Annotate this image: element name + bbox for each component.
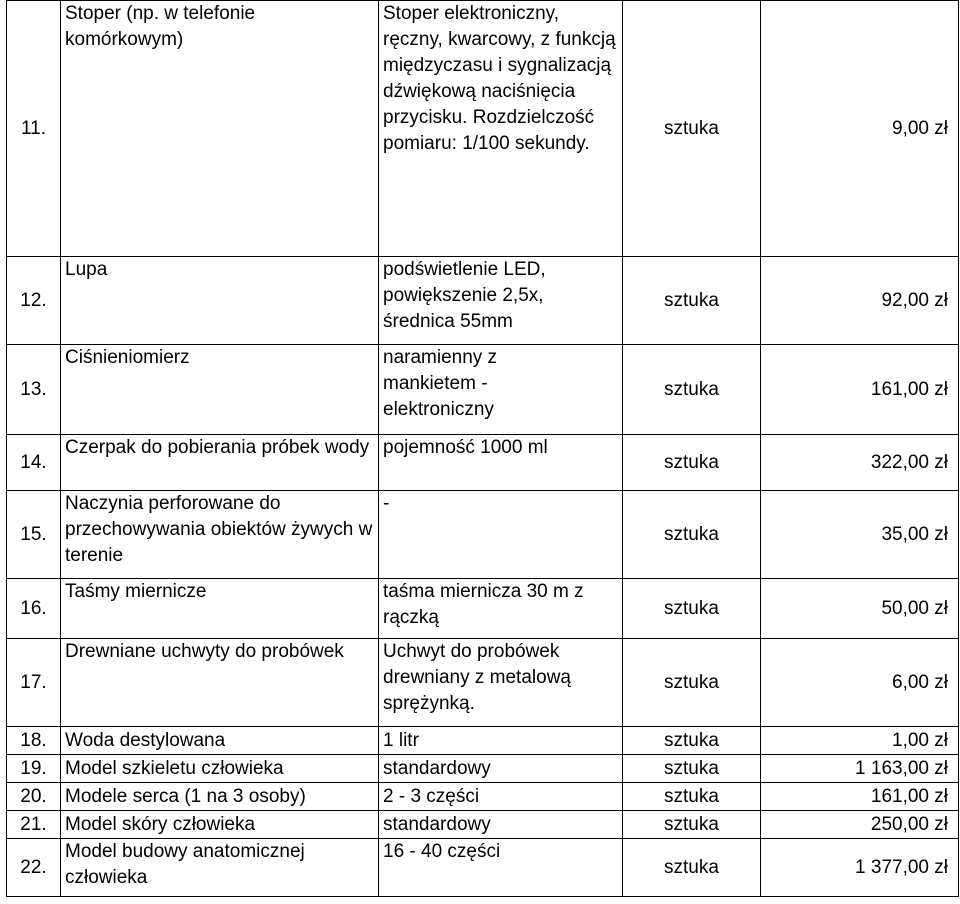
table-row (7, 345, 959, 435)
item-price: 1 377,00 zł (761, 839, 959, 897)
item-description: Uchwyt do probówek drewniany z metalową sprężynką. (379, 639, 623, 727)
table-row (7, 491, 959, 579)
item-unit: sztuka (623, 839, 761, 897)
table-row (7, 727, 959, 755)
item-name: Ciśnieniomierz (61, 345, 379, 435)
row-number: 17. (7, 639, 61, 727)
item-name: Modele serca (1 na 3 osoby) (61, 783, 379, 811)
row-number: 22. (7, 839, 61, 897)
item-description: pojemność 1000 ml (379, 435, 623, 491)
row-number: 21. (7, 811, 61, 839)
table-row (7, 579, 959, 639)
table-row (7, 435, 959, 491)
item-unit: sztuka (623, 345, 761, 435)
item-price: 1 163,00 zł (761, 755, 959, 783)
item-description: Stoper elektroniczny, ręczny, kwarcowy, z funkcją międzyczasu i sygnalizacją dźwiękową naciśnięcia przycisku. Rozdzielczość pomiaru: 1/100 sekundy. (379, 1, 623, 257)
item-price: 161,00 zł (761, 345, 959, 435)
table-row (7, 811, 959, 839)
item-description: 2 - 3 części (379, 783, 623, 811)
row-number: 13. (7, 345, 61, 435)
item-description: standardowy (379, 811, 623, 839)
item-name: Drewniane uchwyty do probówek (61, 639, 379, 727)
item-unit: sztuka (623, 579, 761, 639)
item-description: standardowy (379, 755, 623, 783)
item-name: Model skóry człowieka (61, 811, 379, 839)
item-unit: sztuka (623, 491, 761, 579)
item-description: 16 - 40 części (379, 839, 623, 897)
item-unit: sztuka (623, 435, 761, 491)
row-number: 14. (7, 435, 61, 491)
item-price: 161,00 zł (761, 783, 959, 811)
item-description: - (379, 491, 623, 579)
item-unit: sztuka (623, 755, 761, 783)
item-unit: sztuka (623, 727, 761, 755)
item-price: 92,00 zł (761, 257, 959, 345)
item-name: Naczynia perforowane do przechowywania obiektów żywych w terenie (61, 491, 379, 579)
item-description: naramienny z mankietem - elektroniczny (379, 345, 623, 435)
table-row (7, 839, 959, 897)
row-number: 20. (7, 783, 61, 811)
item-unit: sztuka (623, 1, 761, 257)
table-row (7, 1, 959, 257)
row-number: 12. (7, 257, 61, 345)
price-table (6, 0, 959, 897)
table-row (7, 257, 959, 345)
row-number: 18. (7, 727, 61, 755)
item-price: 322,00 zł (761, 435, 959, 491)
table-row (7, 783, 959, 811)
item-price: 6,00 zł (761, 639, 959, 727)
row-number: 19. (7, 755, 61, 783)
item-price: 35,00 zł (761, 491, 959, 579)
row-number: 16. (7, 579, 61, 639)
item-name: Model szkieletu człowieka (61, 755, 379, 783)
item-unit: sztuka (623, 811, 761, 839)
item-name: Model budowy anatomicznej człowieka (61, 839, 379, 897)
item-description: taśma miernicza 30 m z rączką (379, 579, 623, 639)
row-number: 15. (7, 491, 61, 579)
item-name: Taśmy miernicze (61, 579, 379, 639)
item-unit: sztuka (623, 639, 761, 727)
table-row (7, 639, 959, 727)
item-unit: sztuka (623, 257, 761, 345)
table-row (7, 755, 959, 783)
row-number: 11. (7, 1, 61, 257)
item-price: 9,00 zł (761, 1, 959, 257)
item-description: podświetlenie LED, powiększenie 2,5x, średnica 55mm (379, 257, 623, 345)
item-price: 1,00 zł (761, 727, 959, 755)
item-price: 50,00 zł (761, 579, 959, 639)
item-name: Czerpak do pobierania próbek wody (61, 435, 379, 491)
item-unit: sztuka (623, 783, 761, 811)
item-name: Stoper (np. w telefonie komórkowym) (61, 1, 379, 257)
item-name: Woda destylowana (61, 727, 379, 755)
item-name: Lupa (61, 257, 379, 345)
item-price: 250,00 zł (761, 811, 959, 839)
item-description: 1 litr (379, 727, 623, 755)
